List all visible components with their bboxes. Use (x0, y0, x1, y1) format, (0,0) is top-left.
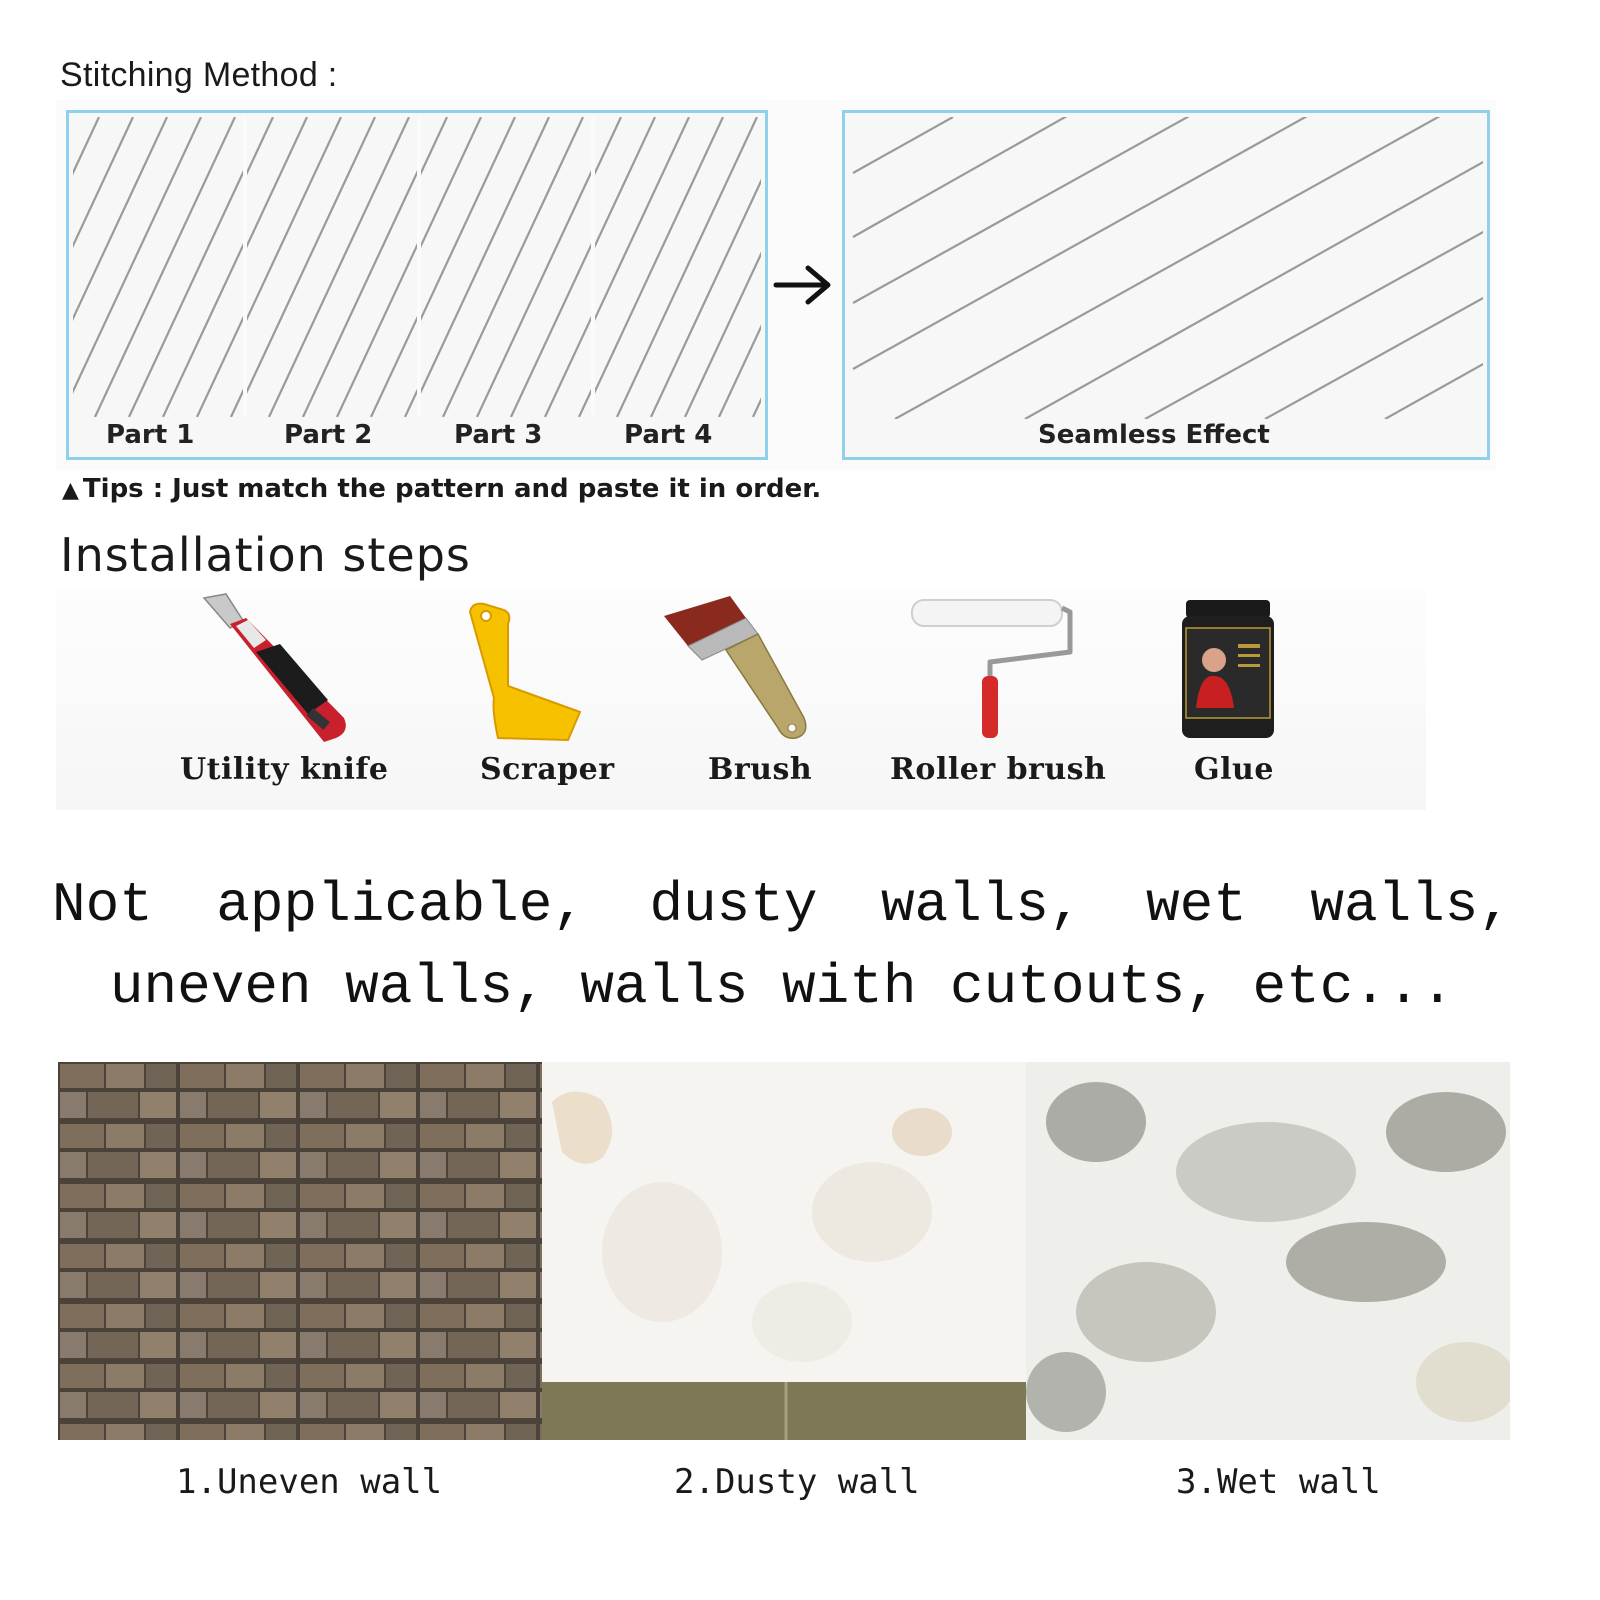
tool-label-brush: Brush (708, 752, 813, 787)
brush-icon (660, 594, 820, 746)
not-applicable-notice: Not applicable, dusty walls, wet walls, uneven walls, walls with cutouts, etc... (52, 873, 1512, 1019)
stone-wall-image (58, 1062, 542, 1440)
seamless-pattern (845, 113, 1487, 457)
wall-caption-uneven: 1.Uneven wall (176, 1462, 443, 1502)
tips-label: Tips : Just match the pattern and paste it in order. (82, 474, 822, 504)
utility-knife-icon (196, 592, 356, 748)
roller-brush-icon (906, 596, 1078, 742)
tool-label-roller-brush: Roller brush (890, 752, 1107, 787)
part-1-label: Part 1 (106, 420, 195, 450)
tool-label-utility-knife: Utility knife (180, 752, 389, 787)
wall-caption-wet: 3.Wet wall (1176, 1462, 1381, 1502)
tool-label-scraper: Scraper (480, 752, 615, 787)
glue-icon (1176, 598, 1280, 742)
dusty-wall-photo (542, 1062, 1026, 1440)
tool-label-glue: Glue (1194, 752, 1274, 787)
part-3-label: Part 3 (454, 420, 543, 450)
uneven-wall-photo (58, 1062, 542, 1440)
stitching-title: Stitching Method : (60, 56, 338, 94)
part-2-label: Part 2 (284, 420, 373, 450)
tips-text (62, 474, 821, 504)
scraper-icon (458, 600, 590, 744)
triangle-icon: ▲ (62, 478, 79, 503)
wall-caption-dusty: 2.Dusty wall (674, 1462, 920, 1502)
seamless-panel (842, 110, 1490, 460)
dusty-wall-image (542, 1062, 1026, 1440)
part-4-label: Part 4 (624, 420, 713, 450)
moldy-wall-image (1026, 1062, 1510, 1440)
seamless-label: Seamless Effect (1038, 420, 1270, 450)
wet-wall-photo (1026, 1062, 1510, 1440)
arrow-right-icon (772, 260, 834, 310)
installation-title: Installation steps (60, 528, 471, 582)
parts-pattern (69, 113, 765, 457)
parts-panel (66, 110, 768, 460)
